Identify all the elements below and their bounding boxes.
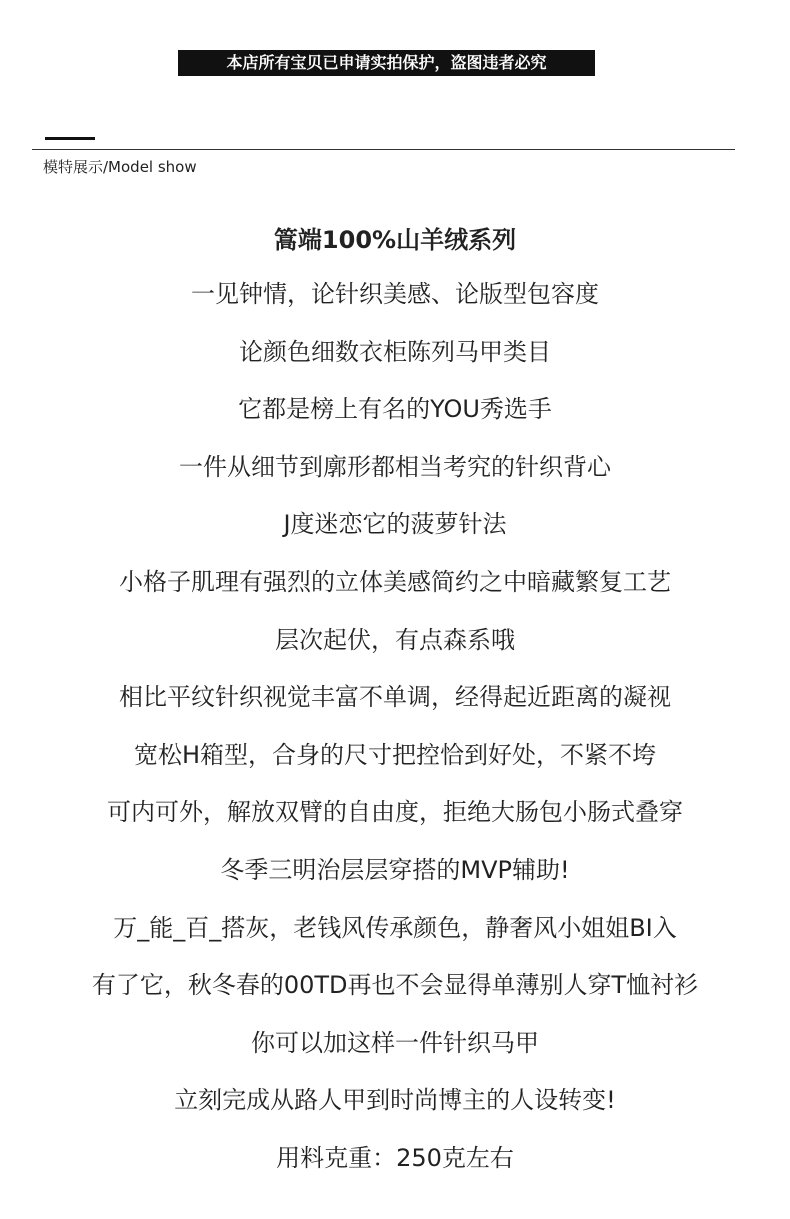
description-line: J度迷恋它的菠萝针法 [283,510,507,539]
description-line: 可内可外，解放双臂的自由度，拒绝大肠包小肠式叠穿 [107,798,683,827]
description-line: 有了它，秋冬春的00TD再也不会显得单薄别人穿T恤衬衫 [91,971,699,1000]
description-line: 小格子肌理有强烈的立体美感简约之中暗藏繁复工艺 [119,567,671,596]
copyright-notice-text: 本店所有宝贝已申请实拍保护，盗图违者必究 [226,53,547,72]
description-line: 一见钟情，论针织美感、论版型包容度 [191,280,599,308]
fabric-weight-line: 用料克重：250克左右 [276,1143,514,1172]
section-divider [32,149,735,150]
description-line: 一件从细节到廓形都相当考究的针织背心 [179,452,611,481]
description-line: 冬季三明治层层穿搭的MVP辅助! [220,855,570,884]
section-heading: 模特展示/Model show [43,158,197,176]
copyright-notice-banner [178,50,595,76]
description-line: 万_能_百_搭灰，老钱风传承颜色，静奢风小姐姐BI入 [113,913,677,942]
description-line: 你可以加这样一件针织马甲 [251,1028,539,1057]
description-line: 相比平纹针织视觉丰富不单调，经得起近距离的凝视 [119,683,671,712]
section-accent-line [45,137,95,140]
description-line: 层次起伏，有点森系哦 [275,625,515,654]
description-line: 它都是榜上有名的YOU秀选手 [238,395,552,424]
description-line: 宽松H箱型，合身的尺寸把控恰到好处，不紧不垮 [133,740,657,769]
description-line: 论颜色细数衣柜陈列马甲类目 [239,337,551,366]
description-line: 立刻完成从路人甲到时尚博主的人设转变! [174,1086,616,1115]
product-series-title: 篙端100%山羊绒系列 [273,226,517,254]
product-description [0,214,790,1188]
